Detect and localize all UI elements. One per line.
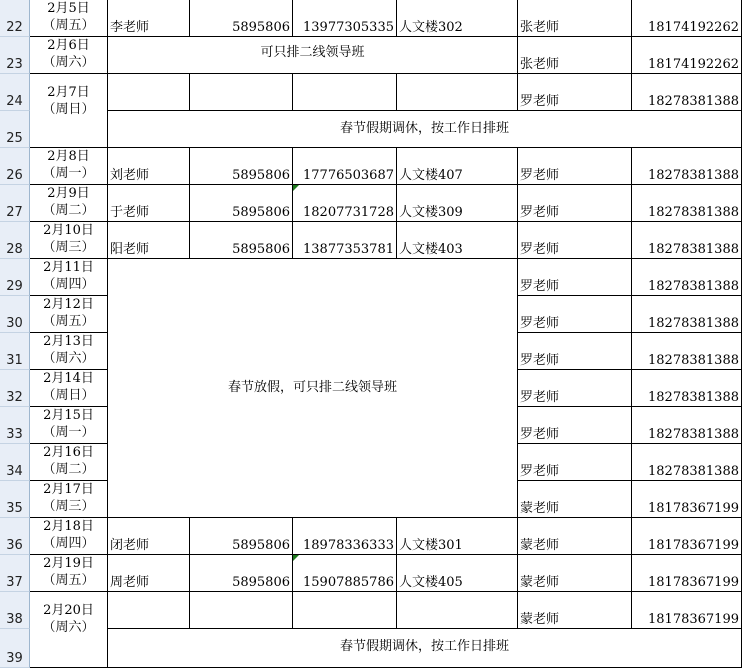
date-cell[interactable] xyxy=(30,555,108,592)
leader-phone-cell[interactable] xyxy=(632,444,742,481)
row-header[interactable] xyxy=(0,518,30,555)
phone-cell[interactable] xyxy=(293,222,397,259)
leader-cell[interactable] xyxy=(518,370,632,407)
weekday-text: （周日） xyxy=(42,388,95,403)
row-header[interactable] xyxy=(0,370,30,407)
holiday-merged-cell[interactable] xyxy=(108,259,518,518)
leader-text: 罗老师 xyxy=(520,168,560,183)
date-label xyxy=(30,370,107,404)
weekday-text: （周三） xyxy=(42,240,95,255)
row-header[interactable] xyxy=(0,148,30,185)
weekday-text: （周二） xyxy=(42,203,95,218)
ext-text: 5895806 xyxy=(232,242,290,257)
date-label xyxy=(30,481,107,515)
date-text: 2月13日 xyxy=(43,334,94,349)
leader-phone-text: 18278381388 xyxy=(648,94,739,109)
weekday-text: （周五） xyxy=(42,18,95,33)
row-number: 24 xyxy=(6,94,23,109)
row-number: 35 xyxy=(6,501,23,516)
leader-cell[interactable] xyxy=(518,185,632,222)
date-text: 2月7日 xyxy=(47,85,90,100)
leader-phone-text: 18278381388 xyxy=(648,168,739,183)
leader-phone-text: 18174192262 xyxy=(648,57,739,72)
row-number: 29 xyxy=(6,279,23,294)
leader-phone-cell[interactable] xyxy=(632,555,742,592)
holiday-note-text: 春节假期调休，按工作日排班 xyxy=(339,121,509,136)
weekday-text: （周四） xyxy=(42,536,95,551)
office-cell[interactable] xyxy=(397,555,518,592)
leader-text: 张老师 xyxy=(520,20,560,35)
phone-cell[interactable] xyxy=(293,555,397,592)
date-cell[interactable] xyxy=(30,333,108,370)
weekday-text: （周一） xyxy=(42,425,95,440)
office-cell[interactable] xyxy=(397,222,518,259)
leader-phone-text: 18174192262 xyxy=(648,20,739,35)
teacher-text: 于老师 xyxy=(110,205,150,220)
row-header[interactable] xyxy=(0,407,30,444)
leader-phone-text: 18178367199 xyxy=(648,612,739,627)
ext-cell[interactable] xyxy=(190,74,293,111)
date-text: 2月19日 xyxy=(43,556,94,571)
office-cell[interactable] xyxy=(397,592,518,629)
leader-text: 罗老师 xyxy=(520,205,560,220)
weekday-text: （周六） xyxy=(42,351,95,366)
row-number: 37 xyxy=(6,575,23,590)
weekday-text: （周五） xyxy=(42,573,95,588)
phone-text: 17776503687 xyxy=(303,168,394,183)
ext-text: 5895806 xyxy=(232,575,290,590)
leader-text: 罗老师 xyxy=(520,464,560,479)
leader-text: 蒙老师 xyxy=(520,538,560,553)
date-cell[interactable] xyxy=(30,222,108,259)
office-text: 人文楼302 xyxy=(399,20,463,35)
leader-text: 蒙老师 xyxy=(520,612,560,627)
date-label xyxy=(30,84,107,118)
date-cell[interactable] xyxy=(30,518,108,555)
date-text: 2月9日 xyxy=(47,186,90,201)
row-number: 38 xyxy=(6,612,23,627)
phone-text: 13977305335 xyxy=(303,20,394,35)
merged-note-cell[interactable] xyxy=(108,37,518,74)
office-cell[interactable] xyxy=(397,74,518,111)
row-number: 34 xyxy=(6,464,23,479)
row-header[interactable] xyxy=(0,592,30,629)
leader-phone-text: 18178367199 xyxy=(648,538,739,553)
leader-phone-cell[interactable] xyxy=(632,333,742,370)
comment-indicator-icon xyxy=(293,555,299,561)
teacher-cell[interactable] xyxy=(108,592,190,629)
leader-cell[interactable] xyxy=(518,481,632,518)
leader-phone-cell[interactable] xyxy=(632,37,742,74)
leader-phone-cell[interactable] xyxy=(632,74,742,111)
date-cell[interactable] xyxy=(30,407,108,444)
leader-cell[interactable] xyxy=(518,333,632,370)
leader-phone-cell[interactable] xyxy=(632,296,742,333)
date-label xyxy=(30,0,107,34)
date-text: 2月8日 xyxy=(47,149,90,164)
leader-phone-cell[interactable] xyxy=(632,0,742,37)
leader-cell[interactable] xyxy=(518,74,632,111)
date-cell[interactable] xyxy=(30,444,108,481)
office-text: 人文楼407 xyxy=(399,168,463,183)
leader-phone-cell[interactable] xyxy=(632,518,742,555)
date-text: 2月5日 xyxy=(47,1,90,16)
weekday-text: （周六） xyxy=(42,620,95,635)
ext-cell[interactable] xyxy=(190,148,293,185)
weekday-text: （周三） xyxy=(42,499,95,514)
teacher-text: 阳老师 xyxy=(110,242,150,257)
leader-text: 张老师 xyxy=(520,57,560,72)
leader-phone-text: 18278381388 xyxy=(648,390,739,405)
ext-text: 5895806 xyxy=(232,20,290,35)
date-text: 2月6日 xyxy=(47,38,90,53)
row-number: 22 xyxy=(6,20,23,35)
row-number: 31 xyxy=(6,353,23,368)
holiday-note-text: 春节假期调休，按工作日排班 xyxy=(339,639,509,654)
weekday-text: （周四） xyxy=(42,277,95,292)
date-text: 2月11日 xyxy=(43,260,94,275)
row-number: 28 xyxy=(6,242,23,257)
leader-phone-cell[interactable] xyxy=(632,592,742,629)
leader-text: 蒙老师 xyxy=(520,575,560,590)
date-label xyxy=(30,444,107,478)
date-cell[interactable] xyxy=(30,74,108,148)
teacher-cell[interactable] xyxy=(108,0,190,37)
phone-text: 15907885786 xyxy=(303,575,394,590)
phone-text: 13877353781 xyxy=(303,242,394,257)
row-header[interactable] xyxy=(0,37,30,74)
date-text: 2月16日 xyxy=(43,445,94,460)
office-cell[interactable] xyxy=(397,185,518,222)
row-header[interactable] xyxy=(0,444,30,481)
phone-cell[interactable] xyxy=(293,0,397,37)
leader-text: 罗老师 xyxy=(520,94,560,109)
row-header[interactable] xyxy=(0,296,30,333)
weekday-text: （周六） xyxy=(42,55,95,70)
leader-text: 罗老师 xyxy=(520,390,560,405)
teacher-cell[interactable] xyxy=(108,74,190,111)
leader-cell[interactable] xyxy=(518,555,632,592)
date-label xyxy=(30,259,107,293)
comment-indicator-icon xyxy=(293,185,299,191)
weekday-text: （周日） xyxy=(42,102,95,117)
leader-cell[interactable] xyxy=(518,148,632,185)
office-text: 人文楼301 xyxy=(399,538,463,553)
office-cell[interactable] xyxy=(397,518,518,555)
date-cell[interactable] xyxy=(30,296,108,333)
holiday-merged-text: 春节放假，可只排二线领导班 xyxy=(227,379,397,395)
leader-text: 罗老师 xyxy=(520,316,560,331)
date-cell[interactable] xyxy=(30,370,108,407)
date-cell[interactable] xyxy=(30,481,108,518)
weekday-text: （周五） xyxy=(42,314,95,329)
ext-cell[interactable] xyxy=(190,222,293,259)
phone-cell[interactable] xyxy=(293,74,397,111)
date-text: 2月10日 xyxy=(43,223,94,238)
date-label xyxy=(30,222,107,256)
ext-text: 5895806 xyxy=(232,538,290,553)
phone-cell[interactable] xyxy=(293,592,397,629)
date-label xyxy=(30,148,107,182)
holiday-note-cell[interactable] xyxy=(108,629,742,668)
row-header[interactable] xyxy=(0,111,30,148)
ext-cell[interactable] xyxy=(190,0,293,37)
date-cell[interactable] xyxy=(30,185,108,222)
leader-phone-text: 18178367199 xyxy=(648,501,739,516)
teacher-cell[interactable] xyxy=(108,185,190,222)
ext-cell[interactable] xyxy=(190,185,293,222)
row-header[interactable] xyxy=(0,629,30,668)
leader-cell[interactable] xyxy=(518,592,632,629)
ext-cell[interactable] xyxy=(190,518,293,555)
row-number: 33 xyxy=(6,427,23,442)
weekday-text: （周一） xyxy=(42,166,95,181)
leader-cell[interactable] xyxy=(518,259,632,296)
date-cell[interactable] xyxy=(30,37,108,74)
leader-phone-cell[interactable] xyxy=(632,259,742,296)
row-number: 25 xyxy=(6,131,23,146)
leader-text: 罗老师 xyxy=(520,279,560,294)
date-cell[interactable] xyxy=(30,0,108,37)
date-text: 2月12日 xyxy=(43,297,94,312)
row-header[interactable] xyxy=(0,185,30,222)
row-header[interactable] xyxy=(0,0,30,37)
leader-cell[interactable] xyxy=(518,0,632,37)
date-cell[interactable] xyxy=(30,148,108,185)
date-text: 2月14日 xyxy=(43,371,94,386)
row-header[interactable] xyxy=(0,222,30,259)
date-text: 2月15日 xyxy=(43,408,94,423)
row-header[interactable] xyxy=(0,555,30,592)
office-text: 人文楼309 xyxy=(399,205,463,220)
teacher-text: 刘老师 xyxy=(110,168,150,183)
row-number: 27 xyxy=(6,205,23,220)
teacher-cell[interactable] xyxy=(108,555,190,592)
weekday-text: （周二） xyxy=(42,462,95,477)
leader-phone-text: 18278381388 xyxy=(648,316,739,331)
date-label xyxy=(30,37,107,71)
ext-cell[interactable] xyxy=(190,592,293,629)
row-number: 23 xyxy=(6,57,23,72)
row-header[interactable] xyxy=(0,259,30,296)
office-cell[interactable] xyxy=(397,0,518,37)
row-number: 30 xyxy=(6,316,23,331)
leader-cell[interactable] xyxy=(518,37,632,74)
row-number: 39 xyxy=(6,651,23,666)
row-number: 26 xyxy=(6,168,23,183)
date-text: 2月17日 xyxy=(43,482,94,497)
date-text: 2月18日 xyxy=(43,519,94,534)
ext-text: 5895806 xyxy=(232,168,290,183)
leader-text: 罗老师 xyxy=(520,242,560,257)
row-number: 36 xyxy=(6,538,23,553)
leader-cell[interactable] xyxy=(518,407,632,444)
date-label xyxy=(30,185,107,219)
date-label xyxy=(30,333,107,367)
teacher-cell[interactable] xyxy=(108,148,190,185)
row-header[interactable] xyxy=(0,481,30,518)
leader-phone-cell[interactable] xyxy=(632,222,742,259)
leader-phone-text: 18178367199 xyxy=(648,575,739,590)
teacher-text: 李老师 xyxy=(110,20,150,35)
leader-text: 罗老师 xyxy=(520,427,560,442)
teacher-cell[interactable] xyxy=(108,222,190,259)
leader-phone-cell[interactable] xyxy=(632,481,742,518)
teacher-text: 周老师 xyxy=(110,575,150,590)
row-header[interactable] xyxy=(0,74,30,111)
teacher-text: 闭老师 xyxy=(110,538,150,553)
leader-phone-cell[interactable] xyxy=(632,148,742,185)
office-text: 人文楼405 xyxy=(399,575,463,590)
date-label xyxy=(30,407,107,441)
leader-phone-cell[interactable] xyxy=(632,407,742,444)
office-text: 人文楼403 xyxy=(399,242,463,257)
date-label xyxy=(30,555,107,589)
ext-cell[interactable] xyxy=(190,555,293,592)
leader-phone-text: 18278381388 xyxy=(648,353,739,368)
date-label xyxy=(30,296,107,330)
leader-phone-text: 18278381388 xyxy=(648,464,739,479)
leader-phone-text: 18278381388 xyxy=(648,205,739,220)
holiday-note-cell[interactable] xyxy=(108,111,742,148)
leader-text: 罗老师 xyxy=(520,353,560,368)
phone-cell[interactable] xyxy=(293,148,397,185)
merged-note-text: 可只排二线领导班 xyxy=(260,45,365,60)
date-label xyxy=(30,602,107,636)
leader-text: 蒙老师 xyxy=(520,501,560,516)
leader-phone-text: 18278381388 xyxy=(648,279,739,294)
date-cell[interactable] xyxy=(30,592,108,668)
leader-cell[interactable] xyxy=(518,296,632,333)
leader-phone-text: 18278381388 xyxy=(648,427,739,442)
phone-cell[interactable] xyxy=(293,185,397,222)
row-number: 32 xyxy=(6,390,23,405)
phone-cell[interactable] xyxy=(293,518,397,555)
phone-text: 18978336333 xyxy=(303,538,394,553)
date-text: 2月20日 xyxy=(43,603,94,618)
office-cell[interactable] xyxy=(397,148,518,185)
leader-phone-cell[interactable] xyxy=(632,185,742,222)
leader-cell[interactable] xyxy=(518,222,632,259)
leader-phone-text: 18278381388 xyxy=(648,242,739,257)
date-cell[interactable] xyxy=(30,259,108,296)
leader-phone-cell[interactable] xyxy=(632,370,742,407)
teacher-cell[interactable] xyxy=(108,518,190,555)
row-header[interactable] xyxy=(0,333,30,370)
phone-text: 18207731728 xyxy=(303,205,394,220)
leader-cell[interactable] xyxy=(518,444,632,481)
date-label xyxy=(30,518,107,552)
ext-text: 5895806 xyxy=(232,205,290,220)
leader-cell[interactable] xyxy=(518,518,632,555)
